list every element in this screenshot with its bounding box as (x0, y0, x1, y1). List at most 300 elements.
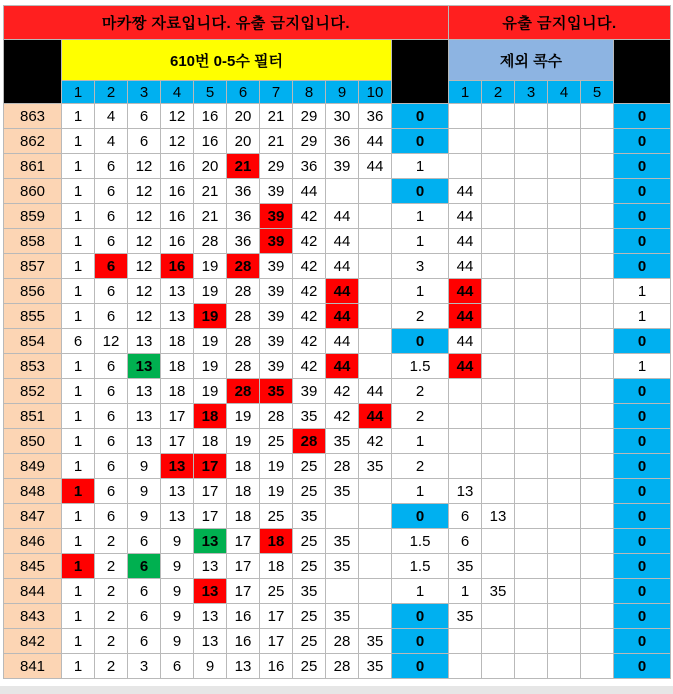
table-row (4, 129, 671, 154)
number-cell: 9 (128, 504, 161, 529)
table-row (4, 279, 671, 304)
number-cell: 1 (62, 254, 95, 279)
exclude-cell (449, 429, 482, 454)
col-number-header: 7 (260, 81, 293, 104)
result-cell-2: 0 (614, 629, 671, 654)
exclude-cell (515, 404, 548, 429)
exclude-cell (482, 554, 515, 579)
number-cell: 18 (194, 404, 227, 429)
table-row (4, 479, 671, 504)
round-cell: 858 (4, 229, 62, 254)
number-cell: 18 (161, 379, 194, 404)
number-cell: 25 (260, 429, 293, 454)
result-cell: 0 (392, 604, 449, 629)
round-cell: 852 (4, 379, 62, 404)
exclude-cell: 13 (482, 504, 515, 529)
exclude-cell (581, 629, 614, 654)
exclude-cell (515, 429, 548, 454)
result-cell-2: 0 (614, 179, 671, 204)
exclude-cell (581, 404, 614, 429)
exclude-cell (515, 204, 548, 229)
number-cell: 13 (161, 504, 194, 529)
number-cell (359, 579, 392, 604)
number-cell (359, 479, 392, 504)
round-cell: 845 (4, 554, 62, 579)
exclude-cell (581, 454, 614, 479)
number-cell: 16 (161, 179, 194, 204)
col-number-header: 3 (128, 81, 161, 104)
result-cell: 0 (392, 329, 449, 354)
exclude-cell: 35 (449, 604, 482, 629)
exclude-cell (482, 229, 515, 254)
table-row (4, 354, 671, 379)
number-cell: 1 (62, 479, 95, 504)
exclude-cell (515, 504, 548, 529)
table-row (4, 254, 671, 279)
number-cell: 1 (62, 454, 95, 479)
exclude-cell (482, 304, 515, 329)
number-cell: 19 (194, 279, 227, 304)
round-cell: 846 (4, 529, 62, 554)
result-cell: 0 (392, 629, 449, 654)
exclude-cell (482, 604, 515, 629)
exclude-cell (548, 579, 581, 604)
number-cell: 18 (161, 329, 194, 354)
exclude-cell (548, 304, 581, 329)
number-cell: 42 (293, 229, 326, 254)
result-cell: 1 (392, 204, 449, 229)
exclude-cell (581, 179, 614, 204)
exclude-cell (548, 479, 581, 504)
number-cell: 28 (194, 229, 227, 254)
table-row (4, 204, 671, 229)
exclude-cell (581, 129, 614, 154)
exclude-cell (482, 629, 515, 654)
result-header: 결과 (392, 40, 449, 104)
exclude-cell: 6 (449, 529, 482, 554)
number-cell: 44 (326, 354, 359, 379)
result-cell: 0 (392, 179, 449, 204)
number-cell: 9 (161, 529, 194, 554)
exclude-cell: 44 (449, 179, 482, 204)
number-cell: 35 (359, 629, 392, 654)
exclude-cell (548, 654, 581, 679)
number-cell: 6 (95, 179, 128, 204)
round-cell: 851 (4, 404, 62, 429)
number-cell: 12 (95, 329, 128, 354)
col-number-header: 6 (227, 81, 260, 104)
exclude-cell: 6 (449, 504, 482, 529)
result-cell: 1.5 (392, 354, 449, 379)
exclude-cell (581, 479, 614, 504)
number-cell: 28 (227, 279, 260, 304)
table-row (4, 429, 671, 454)
exclude-cell (515, 254, 548, 279)
number-cell (359, 354, 392, 379)
result-cell-2: 0 (614, 379, 671, 404)
number-cell: 1 (62, 154, 95, 179)
number-cell: 25 (260, 579, 293, 604)
exclude-cell (482, 329, 515, 354)
table-row (4, 579, 671, 604)
exclude-cell (449, 129, 482, 154)
table-row (4, 654, 671, 679)
exclude-cell (581, 329, 614, 354)
ex-number-header: 3 (515, 81, 548, 104)
number-cell: 18 (260, 554, 293, 579)
exclude-cell (482, 129, 515, 154)
exclude-header: 제외 콕수 (449, 40, 614, 81)
number-cell: 28 (326, 654, 359, 679)
number-cell (359, 529, 392, 554)
number-cell (326, 179, 359, 204)
exclude-cell (515, 354, 548, 379)
number-cell: 39 (260, 304, 293, 329)
number-cell: 39 (260, 254, 293, 279)
exclude-cell: 44 (449, 354, 482, 379)
result-cell-2: 0 (614, 104, 671, 129)
result-cell-2: 1 (614, 279, 671, 304)
result-cell-2: 0 (614, 204, 671, 229)
result-cell: 1 (392, 154, 449, 179)
number-cell: 35 (326, 554, 359, 579)
number-cell: 42 (326, 404, 359, 429)
table-body (4, 104, 671, 679)
exclude-cell (482, 104, 515, 129)
number-cell: 36 (227, 204, 260, 229)
title-row (4, 6, 671, 40)
result-cell-2: 0 (614, 129, 671, 154)
exclude-cell (482, 204, 515, 229)
round-cell: 859 (4, 204, 62, 229)
exclude-cell (581, 604, 614, 629)
number-cell: 39 (260, 279, 293, 304)
number-cell: 19 (260, 454, 293, 479)
result-cell-2: 0 (614, 229, 671, 254)
number-cell: 28 (260, 404, 293, 429)
number-cell: 25 (293, 529, 326, 554)
ex-number-header: 1 (449, 81, 482, 104)
number-cell: 6 (95, 229, 128, 254)
exclude-cell (581, 304, 614, 329)
number-cell: 39 (293, 379, 326, 404)
number-cell: 6 (161, 654, 194, 679)
number-cell: 42 (293, 254, 326, 279)
round-header: 회차 (4, 40, 62, 104)
exclude-cell (482, 479, 515, 504)
exclude-cell (548, 329, 581, 354)
number-cell: 19 (260, 479, 293, 504)
number-cell: 21 (194, 179, 227, 204)
number-cell: 13 (128, 379, 161, 404)
number-cell: 44 (326, 329, 359, 354)
exclude-cell (515, 129, 548, 154)
col-number-header: 8 (293, 81, 326, 104)
number-cell: 44 (359, 154, 392, 179)
result-cell: 1.5 (392, 529, 449, 554)
number-cell: 12 (128, 204, 161, 229)
exclude-cell (548, 404, 581, 429)
number-cell: 6 (95, 354, 128, 379)
exclude-cell (581, 429, 614, 454)
number-cell: 1 (62, 129, 95, 154)
number-cell: 42 (293, 329, 326, 354)
ex-number-header: 2 (482, 81, 515, 104)
number-cell: 39 (326, 154, 359, 179)
number-cell: 1 (62, 654, 95, 679)
number-cell: 16 (161, 229, 194, 254)
filter-header: 610번 0-5수 필터 (62, 40, 392, 81)
result-cell-2: 0 (614, 554, 671, 579)
result-cell-2: 1 (614, 304, 671, 329)
number-cell: 35 (326, 529, 359, 554)
result-cell-2: 0 (614, 529, 671, 554)
table-row (4, 154, 671, 179)
number-cell: 9 (161, 629, 194, 654)
number-cell: 9 (161, 554, 194, 579)
number-cell: 42 (293, 279, 326, 304)
table-row (4, 504, 671, 529)
number-cell: 6 (128, 529, 161, 554)
number-cell: 1 (62, 429, 95, 454)
number-cell: 1 (62, 279, 95, 304)
number-cell: 6 (95, 154, 128, 179)
number-cell: 2 (95, 604, 128, 629)
col-number-header: 10 (359, 81, 392, 104)
number-cell: 6 (128, 104, 161, 129)
number-cell: 28 (227, 254, 260, 279)
exclude-cell (581, 529, 614, 554)
exclude-cell (482, 254, 515, 279)
number-cell (326, 579, 359, 604)
result-cell-2: 0 (614, 504, 671, 529)
exclude-cell (581, 654, 614, 679)
result-cell-2: 0 (614, 254, 671, 279)
exclude-cell: 44 (449, 204, 482, 229)
exclude-cell (548, 229, 581, 254)
table-row (4, 104, 671, 129)
number-cell: 20 (194, 154, 227, 179)
round-cell: 861 (4, 154, 62, 179)
round-cell: 855 (4, 304, 62, 329)
exclude-cell (548, 154, 581, 179)
lotto-filter-table (3, 5, 671, 679)
exclude-cell: 44 (449, 279, 482, 304)
number-cell (359, 554, 392, 579)
number-cell: 19 (194, 379, 227, 404)
title-left: 마카짱 자료입니다. 유출 금지입니다. (4, 6, 449, 40)
number-cell: 35 (326, 429, 359, 454)
number-cell: 1 (62, 104, 95, 129)
result-cell-2: 0 (614, 154, 671, 179)
number-cell: 6 (95, 254, 128, 279)
number-cell: 35 (359, 454, 392, 479)
number-cell: 44 (326, 204, 359, 229)
table-row (4, 604, 671, 629)
number-cell: 35 (326, 604, 359, 629)
number-cell: 30 (326, 104, 359, 129)
number-cell: 16 (194, 104, 227, 129)
number-cell: 2 (95, 629, 128, 654)
number-cell: 28 (227, 304, 260, 329)
number-cell: 6 (62, 329, 95, 354)
exclude-cell (548, 279, 581, 304)
number-cell: 36 (293, 154, 326, 179)
number-cell: 18 (161, 354, 194, 379)
exclude-cell: 44 (449, 304, 482, 329)
number-cell: 20 (227, 129, 260, 154)
exclude-cell (548, 554, 581, 579)
number-cell: 29 (293, 129, 326, 154)
col-number-header: 4 (161, 81, 194, 104)
exclude-cell (515, 154, 548, 179)
number-cell (359, 604, 392, 629)
result-cell: 2 (392, 404, 449, 429)
exclude-cell (515, 654, 548, 679)
exclude-cell (449, 154, 482, 179)
number-cell: 28 (227, 329, 260, 354)
number-cell: 12 (161, 129, 194, 154)
number-cell: 44 (326, 254, 359, 279)
exclude-cell: 35 (449, 554, 482, 579)
exclude-cell: 35 (482, 579, 515, 604)
result-cell-2: 0 (614, 579, 671, 604)
round-cell: 842 (4, 629, 62, 654)
number-cell: 21 (260, 104, 293, 129)
table-row (4, 304, 671, 329)
result-header-2: 결과 (614, 40, 671, 104)
number-cell: 16 (161, 154, 194, 179)
number-cell: 13 (194, 554, 227, 579)
table-row (4, 629, 671, 654)
number-cell: 36 (227, 179, 260, 204)
number-cell: 44 (293, 179, 326, 204)
result-cell-2: 0 (614, 454, 671, 479)
number-cell: 13 (161, 479, 194, 504)
result-cell-2: 0 (614, 429, 671, 454)
number-cell: 19 (227, 404, 260, 429)
round-cell: 857 (4, 254, 62, 279)
col-number-header: 9 (326, 81, 359, 104)
exclude-cell (515, 604, 548, 629)
result-cell-2: 0 (614, 404, 671, 429)
number-cell: 39 (260, 179, 293, 204)
number-cell: 6 (95, 504, 128, 529)
number-cell: 13 (128, 354, 161, 379)
number-cell: 25 (293, 654, 326, 679)
number-cell: 12 (128, 279, 161, 304)
number-cell: 9 (161, 579, 194, 604)
exclude-cell (515, 279, 548, 304)
result-cell: 0 (392, 104, 449, 129)
number-cell: 42 (293, 304, 326, 329)
exclude-cell (482, 529, 515, 554)
number-cell: 2 (95, 579, 128, 604)
number-cell: 12 (128, 179, 161, 204)
round-cell: 856 (4, 279, 62, 304)
number-cell: 13 (194, 629, 227, 654)
exclude-cell (515, 179, 548, 204)
number-cell: 18 (260, 529, 293, 554)
number-cell: 19 (194, 254, 227, 279)
exclude-cell (482, 404, 515, 429)
exclude-cell: 44 (449, 229, 482, 254)
number-cell: 13 (128, 404, 161, 429)
exclude-cell (548, 629, 581, 654)
number-cell: 17 (194, 479, 227, 504)
table-row (4, 329, 671, 354)
round-cell: 863 (4, 104, 62, 129)
col-number-header: 5 (194, 81, 227, 104)
number-cell: 17 (161, 404, 194, 429)
number-cell: 9 (161, 604, 194, 629)
exclude-cell (515, 379, 548, 404)
number-cell: 17 (194, 504, 227, 529)
number-cell: 12 (128, 229, 161, 254)
number-cell: 25 (293, 604, 326, 629)
exclude-cell (548, 104, 581, 129)
exclude-cell (548, 179, 581, 204)
number-cell: 17 (260, 604, 293, 629)
number-cell: 29 (293, 104, 326, 129)
number-cell: 2 (95, 554, 128, 579)
number-cell: 17 (194, 454, 227, 479)
number-cell: 44 (359, 379, 392, 404)
number-cell: 42 (326, 379, 359, 404)
number-cell: 6 (95, 404, 128, 429)
number-cell: 13 (128, 329, 161, 354)
table-row (4, 529, 671, 554)
title-right: 유출 금지입니다. (449, 6, 671, 40)
result-cell: 2 (392, 304, 449, 329)
round-cell: 847 (4, 504, 62, 529)
number-cell: 17 (260, 629, 293, 654)
exclude-cell (515, 454, 548, 479)
number-cell: 25 (260, 504, 293, 529)
number-cell: 39 (260, 229, 293, 254)
number-cell: 19 (227, 429, 260, 454)
number-cell: 1 (62, 354, 95, 379)
result-cell: 1 (392, 579, 449, 604)
exclude-cell (581, 254, 614, 279)
number-cell: 44 (326, 304, 359, 329)
number-cell: 17 (227, 579, 260, 604)
number-cell: 6 (128, 629, 161, 654)
number-cell: 1 (62, 604, 95, 629)
number-cell: 6 (95, 454, 128, 479)
number-cell: 36 (227, 229, 260, 254)
exclude-cell (581, 204, 614, 229)
number-cell: 6 (95, 304, 128, 329)
number-cell: 17 (227, 554, 260, 579)
number-cell: 21 (260, 129, 293, 154)
number-cell: 18 (227, 504, 260, 529)
number-cell: 39 (260, 329, 293, 354)
round-cell: 850 (4, 429, 62, 454)
number-cell: 6 (128, 554, 161, 579)
number-cell: 6 (95, 479, 128, 504)
number-cell (359, 504, 392, 529)
exclude-cell (548, 354, 581, 379)
number-cell: 1 (62, 404, 95, 429)
number-cell: 2 (95, 654, 128, 679)
number-cell (359, 179, 392, 204)
result-cell-2: 0 (614, 329, 671, 354)
number-cell: 1 (62, 629, 95, 654)
exclude-cell (515, 479, 548, 504)
number-cell: 19 (194, 354, 227, 379)
exclude-cell (548, 504, 581, 529)
